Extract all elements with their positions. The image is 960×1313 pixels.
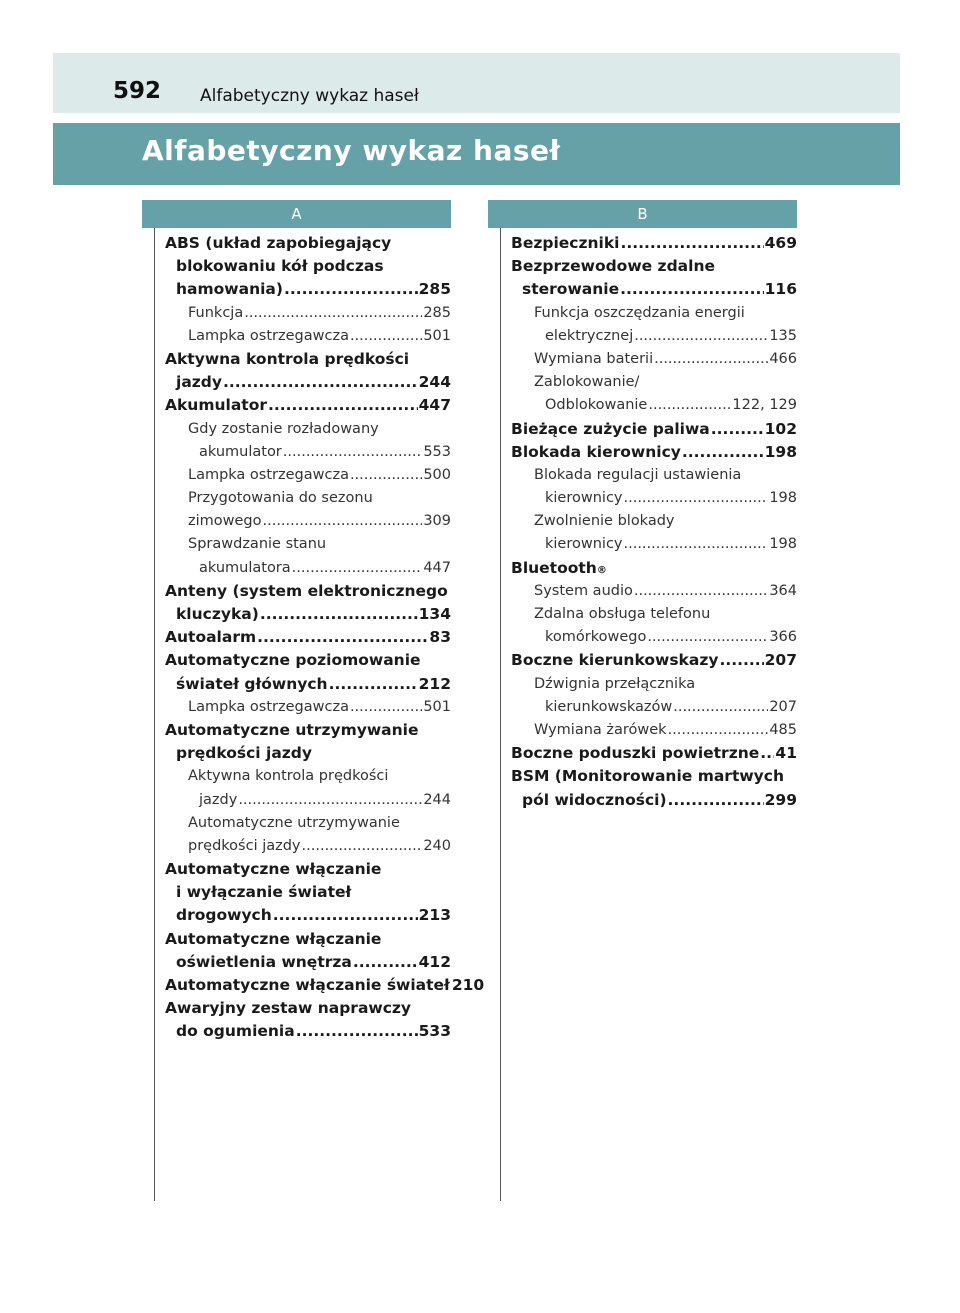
- dot-leader: [350, 325, 422, 348]
- entry-text: BSM (Monitorowanie martwych: [511, 767, 784, 786]
- entry-text: Automatyczne utrzymywanie: [165, 720, 419, 739]
- entry-text: pól widoczności): [522, 790, 667, 809]
- dot-leader: [648, 394, 731, 417]
- index-entry: [165, 765, 451, 788]
- index-entry: [165, 255, 451, 278]
- letter-header-b: B: [488, 200, 797, 228]
- dot-leader: [257, 626, 428, 649]
- page-reference: 207: [769, 698, 797, 715]
- dot-leader: [350, 696, 422, 719]
- page-reference: 469: [764, 234, 797, 252]
- entry-text: Lampka ostrzegawcza: [188, 327, 349, 344]
- entry-text: jazdy: [199, 791, 238, 808]
- page-reference: 299: [764, 790, 797, 809]
- entry-text: drogowych: [176, 906, 272, 925]
- dot-leader: [647, 626, 768, 649]
- dot-leader: [329, 673, 418, 696]
- column-rule-a: [154, 228, 155, 1201]
- entry-text: kierownicy: [545, 536, 623, 553]
- dot-leader: [673, 696, 768, 719]
- index-entry: [511, 441, 797, 464]
- index-entry: [511, 371, 797, 394]
- page-reference: 210: [451, 976, 485, 994]
- index-entry: [511, 487, 797, 510]
- page-reference: 135: [769, 327, 797, 344]
- page-reference: 553: [423, 443, 451, 460]
- dot-leader: [624, 533, 769, 556]
- entry-text: kluczyka): [176, 605, 259, 623]
- entry-text: Blokada kierownicy: [511, 442, 681, 461]
- page-reference: 116: [764, 280, 797, 299]
- entry-text: Wymiana żarówek: [534, 721, 667, 738]
- entry-text: Akumulator: [165, 396, 267, 415]
- entry-text: Autoalarm: [165, 628, 257, 647]
- index-entry: [511, 673, 797, 696]
- entry-text: Automatyczne utrzymywanie: [188, 814, 400, 831]
- entry-text: Anteny (system elektronicznego: [165, 581, 448, 600]
- entry-text: Gdy zostanie rozładowany: [188, 420, 379, 437]
- index-entry: [511, 603, 797, 626]
- index-column-a: [165, 232, 485, 1044]
- index-entry: [511, 765, 797, 788]
- index-entry: [511, 255, 797, 278]
- entry-text: Blokada regulacji ustawienia: [534, 466, 742, 483]
- entry-text: Aktywna kontrola prędkości: [165, 349, 410, 368]
- index-entry: [165, 928, 451, 951]
- entry-text: hamowania): [176, 280, 283, 299]
- page-reference: 364: [769, 582, 797, 599]
- index-entry: [511, 580, 797, 603]
- entry-text: Bezprzewodowe zdalne: [511, 257, 715, 276]
- dot-leader: [634, 325, 768, 348]
- entry-text: i wyłączanie świateł: [176, 883, 352, 902]
- page-reference: 501: [423, 698, 451, 715]
- index-entry: [511, 719, 797, 742]
- entry-text: Dźwignia przełącznika: [534, 675, 696, 692]
- entry-text: prędkości jazdy: [188, 837, 301, 854]
- entry-text: akumulator: [199, 443, 282, 460]
- index-entry: [511, 696, 797, 719]
- entry-text: Odblokowanie: [545, 397, 648, 414]
- index-entry: [165, 603, 451, 626]
- index-entry: [165, 812, 451, 835]
- entry-text: Lampka ostrzegawcza: [188, 698, 349, 715]
- entry-text: Boczne kierunkowskazy: [511, 651, 719, 670]
- dot-leader: [223, 371, 418, 394]
- entry-text: Wymiana baterii: [534, 350, 654, 367]
- index-entry: [165, 580, 451, 603]
- entry-text: kierunkowskazów: [545, 698, 673, 715]
- dot-leader: [624, 487, 769, 510]
- entry-text: sterowanie: [522, 280, 620, 299]
- page-reference: 198: [769, 490, 797, 507]
- entry-text: świateł głównych: [176, 674, 328, 693]
- index-entry: [511, 232, 797, 255]
- index-entry: [165, 789, 451, 812]
- index-entry: [165, 673, 451, 696]
- index-entry: [165, 464, 451, 487]
- page-reference: 122, 129: [732, 397, 797, 414]
- page-reference: 309: [423, 513, 451, 530]
- page-reference: 501: [423, 327, 451, 344]
- entry-text: komórkowego: [545, 629, 647, 646]
- dot-leader: [284, 278, 418, 301]
- dot-leader: [668, 789, 764, 812]
- index-entry: [165, 418, 451, 441]
- index-entry: [511, 742, 797, 765]
- entry-text: Automatyczne poziomowanie: [165, 651, 421, 670]
- dot-leader: [268, 394, 418, 417]
- page-reference: 285: [418, 280, 451, 299]
- index-entry: [165, 974, 485, 997]
- dot-leader: [260, 603, 418, 626]
- entry-text: blokowaniu kół podczas: [176, 257, 384, 276]
- index-entry: [165, 348, 451, 371]
- dot-leader: [273, 904, 418, 927]
- index-entry: [165, 557, 451, 580]
- entry-text: oświetlenia wnętrza: [176, 952, 352, 971]
- index-entry: [165, 510, 451, 533]
- index-entry: [165, 835, 451, 858]
- entry-text: Bluetooth: [511, 558, 597, 577]
- index-entry: [165, 696, 451, 719]
- index-entry: [511, 394, 797, 417]
- index-entry: [165, 742, 451, 765]
- index-column-b: [511, 232, 797, 812]
- page-reference: 244: [423, 791, 451, 808]
- index-entry: [165, 394, 451, 417]
- page-reference: 134: [418, 605, 451, 623]
- entry-text: Zdalna obsługa telefonu: [534, 606, 711, 622]
- index-entry: [511, 348, 797, 371]
- index-entry: [165, 302, 451, 325]
- index-entry: Bluetooth ®: [511, 557, 797, 580]
- entry-text: jazdy: [176, 373, 222, 392]
- entry-text: System audio: [534, 582, 633, 599]
- dot-leader: [283, 441, 423, 464]
- page-reference: 412: [418, 952, 451, 971]
- entry-text: Awaryjny zestaw naprawczy: [165, 999, 412, 1018]
- index-entry: [165, 997, 451, 1020]
- index-entry: [511, 325, 797, 348]
- index-entry: [165, 626, 451, 649]
- page-reference: 41: [775, 744, 797, 763]
- dot-leader: [634, 580, 768, 603]
- page-number: 592: [113, 78, 162, 104]
- entry-text: Boczne poduszki powietrzne: [511, 744, 760, 763]
- page-reference: 447: [418, 396, 451, 415]
- dot-leader: [682, 441, 764, 464]
- entry-text: Przygotowania do sezonu: [188, 490, 373, 507]
- entry-text: Funkcja oszczędzania energii: [534, 304, 745, 321]
- entry-text: Bezpieczniki: [511, 234, 620, 252]
- index-entry: [511, 278, 797, 301]
- index-entry: [511, 649, 797, 672]
- index-entry: [165, 881, 451, 904]
- page-reference: 447: [423, 559, 451, 576]
- dot-leader: [620, 278, 764, 301]
- index-entry: [165, 1020, 451, 1043]
- entry-text: Bieżące zużycie paliwa: [511, 419, 710, 438]
- index-entry: [165, 719, 451, 742]
- index-entry: [165, 371, 451, 394]
- page-reference: 500: [423, 466, 451, 483]
- dot-leader: [620, 232, 763, 255]
- letter-header-a: A: [142, 200, 451, 228]
- index-entry: [165, 232, 451, 255]
- dot-leader: [711, 418, 764, 441]
- index-entry: [165, 278, 451, 301]
- page-reference: 212: [418, 674, 451, 693]
- dot-leader: [302, 835, 423, 858]
- entry-text: elektrycznej: [545, 327, 634, 344]
- dot-leader: [719, 649, 763, 672]
- dot-leader: [244, 302, 422, 325]
- entry-text: Lampka ostrzegawcza: [188, 466, 349, 483]
- index-entry: [165, 858, 451, 881]
- entry-text: prędkości jazdy: [176, 744, 313, 763]
- entry-text: kierownicy: [545, 490, 623, 507]
- dot-leader: [350, 464, 422, 487]
- dot-leader: [654, 348, 768, 371]
- page-reference: 366: [769, 629, 797, 646]
- dot-leader: [760, 742, 774, 765]
- running-title: Alfabetyczny wykaz haseł: [200, 86, 419, 106]
- index-entry: [165, 325, 451, 348]
- index-entry: [165, 951, 451, 974]
- entry-text: Zablokowanie/: [534, 374, 640, 391]
- column-rule-b: [500, 228, 501, 1201]
- page-reference: 102: [764, 419, 797, 438]
- page-reference: 198: [769, 536, 797, 553]
- dot-leader: [296, 1020, 418, 1043]
- dot-leader: [668, 719, 769, 742]
- page-reference: 485: [769, 721, 797, 738]
- index-entry: [165, 904, 451, 927]
- entry-text: zimowego: [188, 513, 262, 530]
- dot-leader: [292, 557, 423, 580]
- dot-leader: [238, 789, 422, 812]
- page-reference: 285: [423, 304, 451, 321]
- entry-text: Sprawdzanie stanu: [188, 536, 327, 553]
- entry-text: ABS (układ zapobiegający: [165, 234, 392, 252]
- index-entry: [511, 302, 797, 325]
- page-reference: 83: [429, 628, 451, 647]
- index-entry: [165, 487, 451, 510]
- page-title: Alfabetyczny wykaz haseł: [142, 134, 561, 167]
- index-entry: [165, 533, 451, 556]
- index-entry: [511, 464, 797, 487]
- index-entry: [511, 789, 797, 812]
- page-reference: 466: [769, 350, 797, 367]
- page-reference: 244: [418, 373, 451, 392]
- index-entry: [165, 441, 451, 464]
- entry-text: Automatyczne włączanie świateł: [165, 976, 450, 994]
- entry-text: akumulatora: [199, 559, 291, 576]
- entry-text: Automatyczne włączanie: [165, 860, 382, 879]
- index-entry: [511, 533, 797, 556]
- entry-text: do ogumienia: [176, 1022, 295, 1041]
- dot-leader: [263, 510, 423, 533]
- page-reference: 198: [764, 442, 797, 461]
- page-reference: 240: [423, 837, 451, 854]
- header-strip: [53, 53, 900, 113]
- index-entry: [511, 510, 797, 533]
- entry-text: Automatyczne włączanie: [165, 929, 382, 948]
- index-entry: [511, 626, 797, 649]
- page-reference: 207: [764, 651, 797, 670]
- entry-text: Aktywna kontrola prędkości: [188, 768, 389, 785]
- page-reference: 213: [418, 906, 451, 925]
- page-reference: 533: [418, 1022, 451, 1041]
- entry-text: Zwolnienie blokady: [534, 513, 675, 530]
- index-entry: [165, 649, 451, 672]
- entry-text: Funkcja: [188, 304, 244, 321]
- dot-leader: [353, 951, 418, 974]
- index-entry: [511, 418, 797, 441]
